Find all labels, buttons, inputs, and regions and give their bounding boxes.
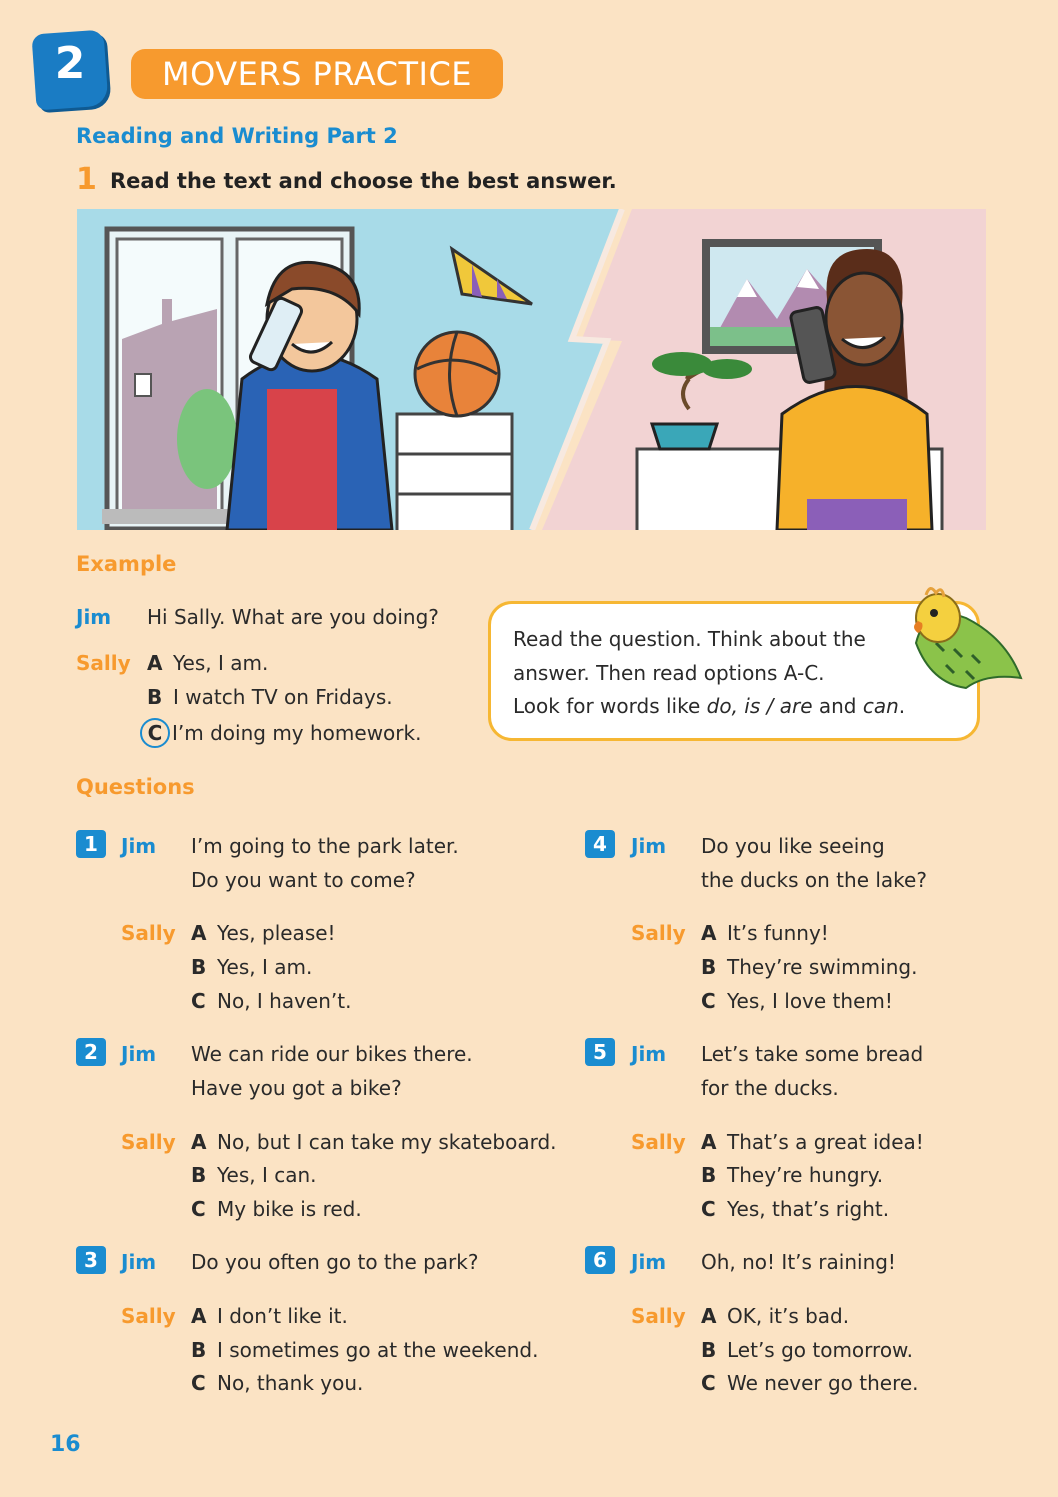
example-speaker-sally: Sally bbox=[76, 651, 131, 675]
q2-option-c[interactable]: C My bike is red. bbox=[191, 1197, 362, 1221]
q5-line-1: Let’s take some bread bbox=[701, 1042, 924, 1066]
question-number-1: 1 bbox=[76, 830, 106, 858]
question-number-3: 3 bbox=[76, 1246, 106, 1274]
q4-line-1: Do you like seeing bbox=[701, 834, 885, 858]
q6-option-a[interactable]: A OK, it’s bad. bbox=[701, 1304, 850, 1328]
q2-option-a[interactable]: A No, but I can take my skateboard. bbox=[191, 1130, 557, 1154]
q2-speaker-sally: Sally bbox=[121, 1130, 176, 1154]
q3-line-1: Do you often go to the park? bbox=[191, 1250, 479, 1274]
q5-speaker-sally: Sally bbox=[631, 1130, 686, 1154]
parrot-icon bbox=[896, 583, 1024, 698]
q6-option-c[interactable]: C We never go there. bbox=[701, 1371, 919, 1395]
q1-line-1: I’m going to the park later. bbox=[191, 834, 459, 858]
q5-speaker-jim: Jim bbox=[631, 1042, 667, 1066]
q2-speaker-jim: Jim bbox=[121, 1042, 157, 1066]
example-jim-line: Hi Sally. What are you doing? bbox=[147, 605, 439, 629]
q4-speaker-jim: Jim bbox=[631, 834, 667, 858]
q6-option-b[interactable]: B Let’s go tomorrow. bbox=[701, 1338, 913, 1362]
question-number-5: 5 bbox=[585, 1038, 615, 1066]
q3-option-b[interactable]: B I sometimes go at the weekend. bbox=[191, 1338, 539, 1362]
q1-option-a[interactable]: A Yes, please! bbox=[191, 921, 336, 945]
example-option-a: A Yes, I am. bbox=[147, 651, 269, 675]
q5-option-a[interactable]: A That’s a great idea! bbox=[701, 1130, 924, 1154]
q4-line-2: the ducks on the lake? bbox=[701, 868, 927, 892]
q4-option-a[interactable]: A It’s funny! bbox=[701, 921, 829, 945]
example-option-c: C I’m doing my homework. bbox=[147, 718, 421, 748]
example-option-b: B I watch TV on Fridays. bbox=[147, 685, 393, 709]
page-number: 16 bbox=[50, 1432, 81, 1457]
questions-heading: Questions bbox=[76, 775, 195, 799]
tip-line-2: answer. Then read options A-C. bbox=[513, 661, 825, 685]
q3-option-c[interactable]: C No, thank you. bbox=[191, 1371, 364, 1395]
q1-option-b[interactable]: B Yes, I am. bbox=[191, 955, 313, 979]
q3-option-a[interactable]: A I don’t like it. bbox=[191, 1304, 348, 1328]
question-number-2: 2 bbox=[76, 1038, 106, 1066]
section-heading: Reading and Writing Part 2 bbox=[76, 124, 398, 148]
q2-option-b[interactable]: B Yes, I can. bbox=[191, 1163, 317, 1187]
q1-option-c[interactable]: C No, I haven’t. bbox=[191, 989, 352, 1013]
question-number-4: 4 bbox=[585, 830, 615, 858]
q5-line-2: for the ducks. bbox=[701, 1076, 839, 1100]
q1-speaker-sally: Sally bbox=[121, 921, 176, 945]
q6-speaker-jim: Jim bbox=[631, 1250, 667, 1274]
q3-speaker-sally: Sally bbox=[121, 1304, 176, 1328]
q3-speaker-jim: Jim bbox=[121, 1250, 157, 1274]
q1-line-2: Do you want to come? bbox=[191, 868, 416, 892]
q6-line-1: Oh, no! It’s raining! bbox=[701, 1250, 896, 1274]
example-speaker-jim: Jim bbox=[76, 605, 112, 629]
q4-option-b[interactable]: B They’re swimming. bbox=[701, 955, 918, 979]
q5-option-c[interactable]: C Yes, that’s right. bbox=[701, 1197, 890, 1221]
illustration-phone-call bbox=[77, 209, 986, 530]
q4-speaker-sally: Sally bbox=[631, 921, 686, 945]
unit-number: 2 bbox=[54, 38, 86, 89]
task-instruction: Read the text and choose the best answer. bbox=[110, 169, 617, 193]
tip-line-1: Read the question. Think about the bbox=[513, 627, 866, 651]
q1-speaker-jim: Jim bbox=[121, 834, 157, 858]
q4-option-c[interactable]: C Yes, I love them! bbox=[701, 989, 893, 1013]
q5-option-b[interactable]: B They’re hungry. bbox=[701, 1163, 884, 1187]
task-number: 1 bbox=[76, 162, 97, 197]
example-heading: Example bbox=[76, 552, 177, 576]
page-title: MOVERS PRACTICE bbox=[161, 55, 472, 93]
circled-answer: C bbox=[140, 718, 170, 748]
q2-line-2: Have you got a bike? bbox=[191, 1076, 402, 1100]
tip-line-3: Look for words like do, is / are and can. bbox=[513, 694, 906, 718]
question-number-6: 6 bbox=[585, 1246, 615, 1274]
q6-speaker-sally: Sally bbox=[631, 1304, 686, 1328]
q2-line-1: We can ride our bikes there. bbox=[191, 1042, 473, 1066]
